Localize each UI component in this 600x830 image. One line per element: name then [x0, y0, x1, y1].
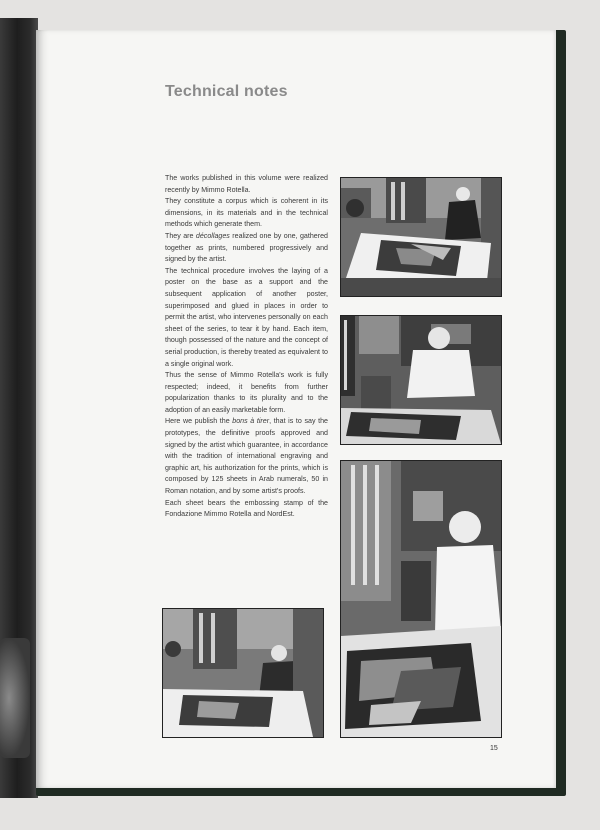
page-title: Technical notes [165, 83, 288, 100]
photo-artist-seated-at-table [162, 608, 324, 738]
paragraph-1: The works published in this volume were realized recently by Mimmo Rotella. [165, 174, 328, 194]
paragraph-7: Each sheet bears the embossing stamp of the Fondazione Mimmo Rotella and NordEst. [165, 498, 328, 519]
left-edge-shadow [0, 638, 30, 758]
paragraph-5: Thus the sense of Mimmo Rotella's work is fully respected; indeed, it benefits from further popularization thanks to its plurality and to the adoption of an easily marketable form. [165, 371, 328, 414]
paragraph-6: Here we publish the bons à tirer, that is to say the prototypes, the definitive proofs approved and signed by the artist which guarantee, in accordance with the tradition of international engraving and graphic art, his authorization for the prints, which is composed by 125 sheets in Arab numerals, 50 in Roman notation, and by some artist's proofs. [165, 417, 328, 496]
paragraph-2: They constitute a corpus which is coherent in its dimensions, in its materials and in the technical methods which generate them. [165, 197, 328, 229]
page-number: 15 [490, 745, 498, 752]
body-text [165, 173, 328, 521]
paragraph-3: They are décollages realized one by one, gathered together as prints, numbered progressively and signed by the artist. [165, 231, 328, 264]
photo-artist-tearing-poster [340, 460, 502, 738]
paragraph-4: The technical procedure involves the laying of a poster on the base as a support and the subsequent application of another poster, superimposed and glued in places in order to permit the artist, who intervenes personally on each sheet of the series, to tear it by hand. Each item, though possessed of the nature and the concept of serial production, is thereby treated as equivalent to a single original work. [165, 266, 328, 368]
photo-artist-at-table-1 [340, 177, 502, 297]
photo-artist-at-table-2 [340, 315, 502, 445]
left-page-edge [0, 18, 38, 798]
book-page [36, 30, 556, 788]
